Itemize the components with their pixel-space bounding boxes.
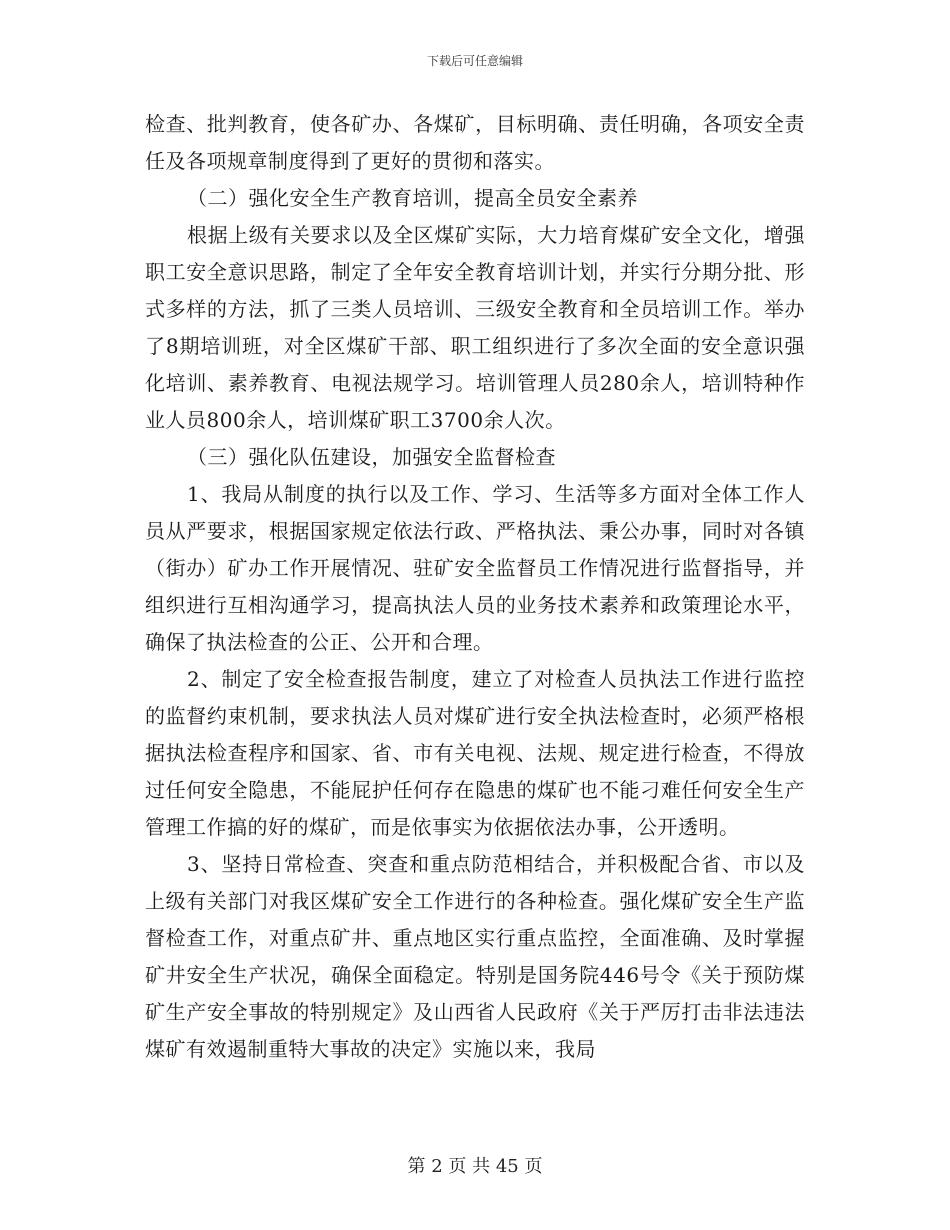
page-number-footer: 第 2 页 共 45 页: [407, 1156, 543, 1177]
paragraph-training: 根据上级有关要求以及全区煤矿实际，大力培育煤矿安全文化，增强职工安全意识思路，制定了全年安全教育培训计划，并实行分期分批、形式多样的方法，抓了三类人员培训、三级安全教育和全员培训工作。举办了8期培训班，对全区煤矿干部、职工组织进行了多次全面的安全意识强化培训、素养教育、电视法规学习。培训管理人员280余人，培训特种作业人员800余人，培训煤矿职工3700余人次。: [145, 223, 805, 432]
paragraph-1: 检查、批判教育，使各矿办、各煤矿，目标明确、责任明确，各项安全责任及各项规章制度得到了更好的贯彻和落实。: [145, 112, 805, 173]
paragraph-item-2: 2、制定了安全检查报告制度，建立了对检查人员执法工作进行监控的监督约束机制，要求执法人员对煤矿进行安全执法检查时，必须严格根据执法检查程序和国家、省、市有关电视、法规、规定进行检查，不得放过任何安全隐患，不能屁护任何存在隐患的煤矿也不能刁难任何安全生产管理工作搞的好的煤矿，而是依事实为依据依法办事，公开透明。: [145, 667, 805, 839]
section-heading-3: （三）强化队伍建设，加强安全监督检查: [187, 445, 556, 469]
paragraph-item-1: 1、我局从制度的执行以及工作、学习、生活等多方面对全体工作人员从严要求，根据国家规定依法行政、严格执法、秉公办事，同时对各镇（街办）矿办工作开展情况、驻矿安全监督员工作情况进行监督指导，并组织进行互相沟通学习，提高执法人员的业务技术素养和政策理论水平，确保了执法检查的公正、公开和合理。: [145, 482, 805, 654]
page-header-note: 下载后可任意编辑: [426, 54, 523, 68]
section-heading-2: （二）强化安全生产教育培训，提高全员安全素养: [187, 186, 638, 210]
paragraph-item-3: 3、坚持日常检查、突查和重点防范相结合，并积极配合省、市以及上级有关部门对我区煤矿安全工作进行的各种检查。强化煤矿安全生产监督检查工作，对重点矿井、重点地区实行重点监控，全面准确、及时掌握矿井安全生产状况，确保全面稳定。特别是国务院446号令《关于预防煤矿生产安全事故的特别规定》及山西省人民政府《关于严厉打击非法违法煤矿有效遏制重特大事故的决定》实施以来，我局: [145, 852, 805, 1061]
document-body: [145, 106, 805, 1068]
